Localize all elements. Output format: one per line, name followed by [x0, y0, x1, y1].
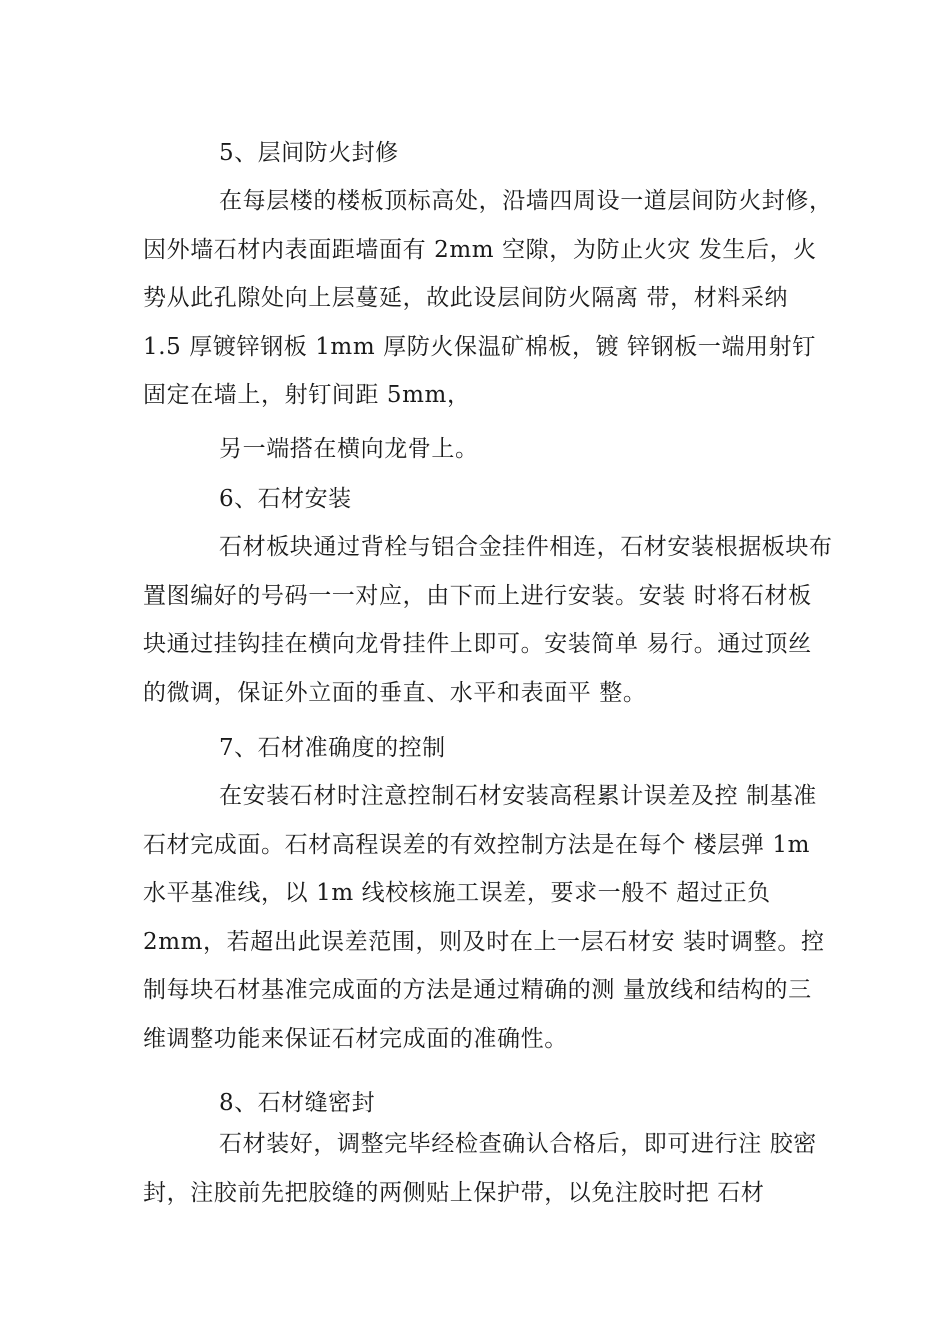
section-7-paragraph-1: 在安装石材时注意控制石材安装高程累计误差及控 制基准石材完成面。石材高程误差的有效控制方法是在每个 楼层弹 1m 水平基准线，以 1m 线校核施工误差，要求一般不 超过正负 2mm，若超出此误差范围，则及时在上一层石材安 装时调整。控制每块石材基准完成面的方法是通过精确的测 量放线和结构的三维调整功能来保证石材完成面的准确性。 [143, 783, 825, 1052]
section-8-paragraph-1: 石材装好，调整完毕经检查确认合格后，即可进行注 胶密封，注胶前先把胶缝的两侧贴上保护带，以免注胶时把 石材 [143, 1131, 817, 1206]
section-6-paragraph-1: 石材板块通过背栓与铝合金挂件相连，石材安装根据板块布置图编好的号码一一对应，由下而上进行安装。安装 时将石材板块通过挂钩挂在横向龙骨挂件上即可。安装简单 易行。通过顶丝的微调，保证外立面的垂直、水平和表面平 整。 [143, 534, 833, 706]
section-heading-8: 8、石材缝密封 [219, 1090, 376, 1116]
section-heading-6: 6、石材安装 [219, 486, 352, 512]
section-heading-7: 7、石材准确度的控制 [219, 735, 446, 761]
section-heading-5: 5、层间防火封修 [219, 140, 399, 166]
section-5-paragraph-1: 在每层楼的楼板顶标高处，沿墙四周设一道层间防火封修，因外墙石材内表面距墙面有 2mm 空隙，为防止火灾 发生后，火势从此孔隙处向上层蔓延，故此设层间防火隔离 带，材料采纳 1.5 厚镀锌钢板 1mm 厚防火保温矿棉板，镀 锌钢板一端用射钉固定在墙上，射钉间距 5mm， [143, 188, 833, 408]
section-5-paragraph-2: 另一端搭在横向龙骨上。 [219, 436, 479, 462]
